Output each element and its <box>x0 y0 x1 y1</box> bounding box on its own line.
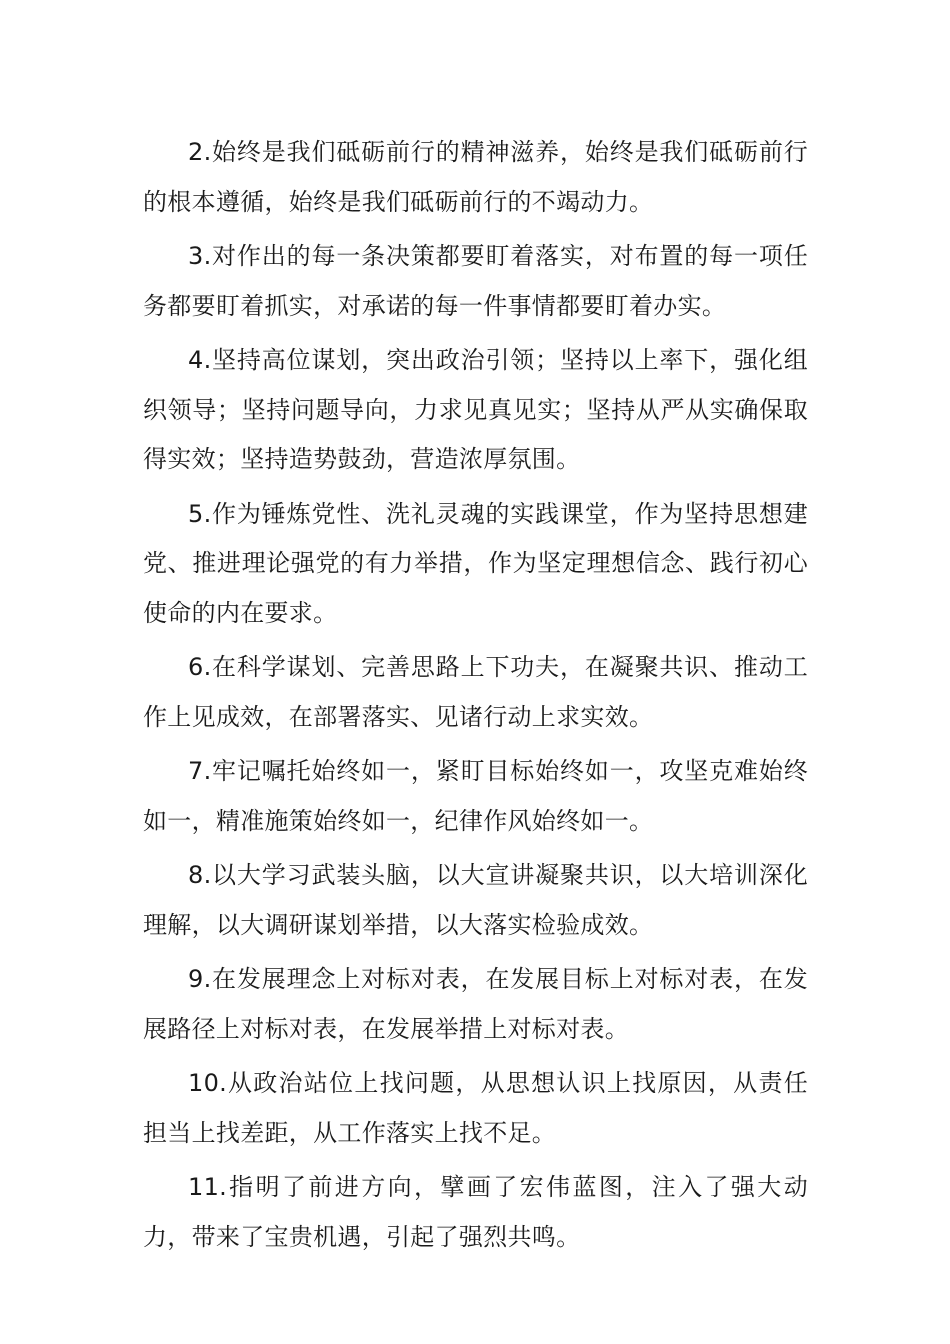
paragraph-2: 2.始终是我们砥砺前行的精神滋养，始终是我们砥砺前行的根本遵循，始终是我们砥砺前行的不竭动力。 <box>143 138 808 216</box>
paragraph-7: 7.牢记嘱托始终如一，紧盯目标始终如一，攻坚克难始终如一，精准施策始终如一，纪律作风始终如一。 <box>143 757 808 835</box>
paragraph-3: 3.对作出的每一条决策都要盯着落实，对布置的每一项任务都要盯着抓实，对承诺的每一件事情都要盯着办实。 <box>143 242 808 320</box>
paragraph-9: 9.在发展理念上对标对表，在发展目标上对标对表，在发展路径上对标对表，在发展举措上对标对表。 <box>143 965 808 1043</box>
paragraph-11: 11.指明了前进方向，擘画了宏伟蓝图，注入了强大动力，带来了宝贵机遇，引起了强烈共鸣。 <box>143 1173 808 1251</box>
document-body <box>143 128 808 1267</box>
paragraph-8: 8.以大学习武装头脑，以大宣讲凝聚共识，以大培训深化理解，以大调研谋划举措，以大落实检验成效。 <box>143 861 808 939</box>
paragraph-10: 10.从政治站位上找问题，从思想认识上找原因，从责任担当上找差距，从工作落实上找不足。 <box>143 1069 808 1147</box>
paragraph-4: 4.坚持高位谋划，突出政治引领；坚持以上率下，强化组织领导；坚持问题导向，力求见真见实；坚持从严从实确保取得实效；坚持造势鼓劲，营造浓厚氛围。 <box>143 346 808 473</box>
paragraph-5: 5.作为锤炼党性、洗礼灵魂的实践课堂，作为坚持思想建党、推进理论强党的有力举措，作为坚定理想信念、践行初心使命的内在要求。 <box>143 499 808 627</box>
paragraph-6: 6.在科学谋划、完善思路上下功夫，在凝聚共识、推动工作上见成效，在部署落实、见诸行动上求实效。 <box>143 653 808 731</box>
